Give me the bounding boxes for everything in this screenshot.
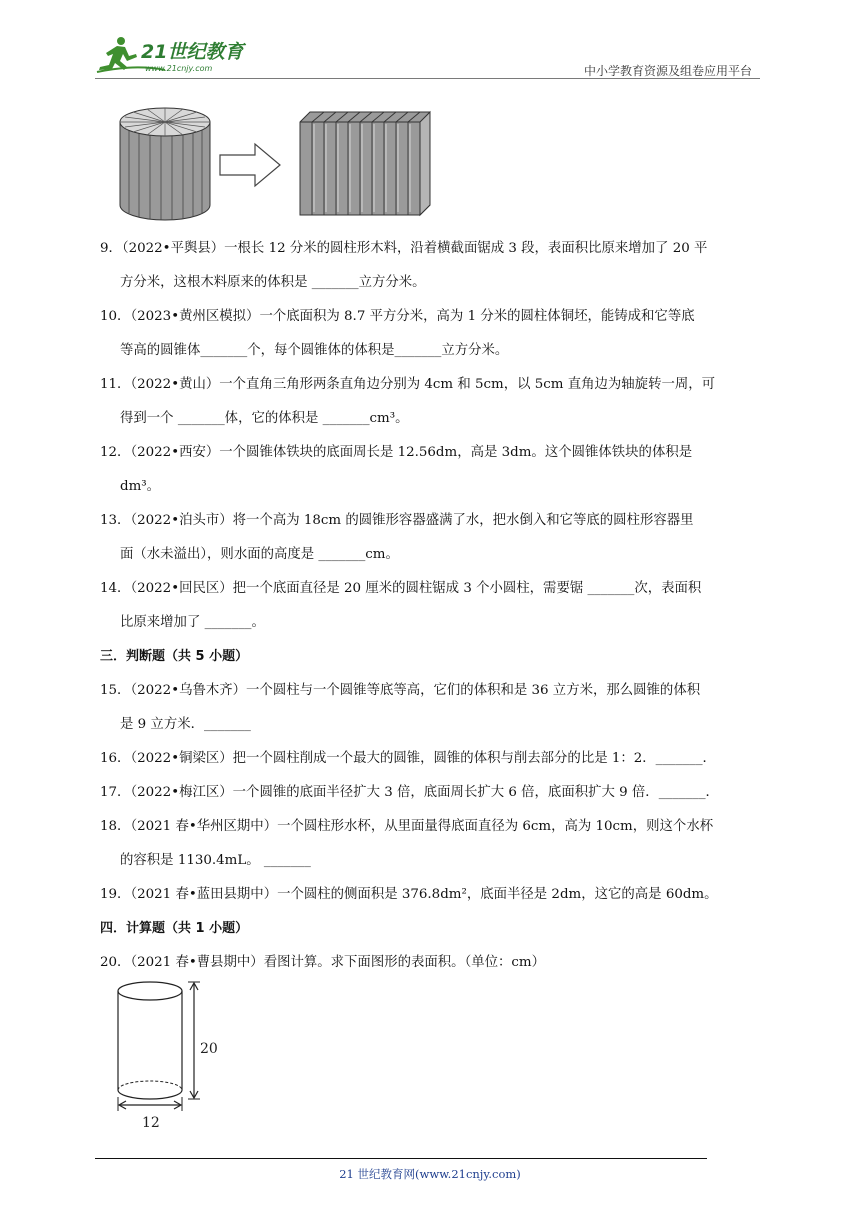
question-15-line-1: 15．（2022•乌鲁木齐）一个圆柱与一个圆锥等底等高，它们的体积和是 36 立方米，那么圆锥的体积 (100, 683, 701, 698)
question-12-line-2: dm³。 (120, 479, 161, 494)
question-20: 20．（2021 春•曹县期中）看图计算。求下面图形的表面积。（单位：cm） (100, 955, 546, 970)
question-13-line-1: 13．（2022•泊头市）将一个高为 18cm 的圆锥形容器盛满了水，把水倒入和它等底的圆柱形容器里 (100, 513, 694, 528)
question-15-line-2: 是 9 立方米．_______ (120, 717, 251, 732)
question-12-line-1: 12．（2022•西安）一个圆锥体铁块的底面周长是 12.56dm，高是 3dm。这个圆锥体铁块的体积是 (100, 445, 693, 460)
question-18-line-2: 的容积是 1130.4mL。 _______ (120, 853, 311, 868)
question-11-line-1: 11．（2022•黄山）一个直角三角形两条直角边分别为 4cm 和 5cm，以 5cm 直角边为轴旋转一周，可 (100, 377, 716, 392)
question-10-line-1: 10．（2023•黄州区模拟）一个底面积为 8.7 平方分米，高为 1 分米的圆柱体铜坯，能铸成和它等底 (100, 309, 695, 324)
question-14-line-2: 比原来增加了 _______。 (120, 615, 265, 630)
logo-title: 21世纪教育 (141, 41, 244, 63)
question-13-line-2: 面（水未溢出），则水面的高度是 _______cm。 (120, 547, 399, 562)
page-header (95, 30, 760, 80)
question-19: 19．（2021 春•蓝田县期中）一个圆柱的侧面积是 376.8dm²，底面半径是 2dm，这它的高是 60dm。 (100, 887, 718, 902)
height-label: 20 (200, 1041, 218, 1057)
logo-url: www.21cnjy.com (145, 64, 213, 73)
question-18-line-1: 18．（2021 春•华州区期中）一个圆柱形水杯，从里面量得底面直径为 6cm，高为 10cm，则这个水杯 (100, 819, 714, 834)
section-heading-judgment: 三．判断题（共 5 小题） (100, 649, 249, 664)
cylinder-rearrangement-figure (115, 100, 435, 225)
question-11-line-2: 得到一个 _______体，它的体积是 _______cm³。 (120, 411, 409, 426)
header-platform-name: 中小学教育资源及组卷应用平台 (583, 64, 752, 78)
question-9-line-1: 9．（2022•平舆县）一根长 12 分米的圆柱形木料，沿着横截面锯成 3 段，表面积比原来增加了 20 平 (100, 241, 708, 256)
site-logo (95, 34, 265, 74)
question-17: 17．（2022•梅江区）一个圆锥的底面半径扩大 3 倍，底面周长扩大 6 倍，底面积扩大 9 倍．_______． (100, 785, 719, 800)
cylinder-dimension-figure (110, 975, 230, 1135)
section-heading-calculation: 四．计算题（共 1 小题） (100, 921, 249, 936)
question-16: 16．（2022•铜梁区）把一个圆柱削成一个最大的圆锥，圆锥的体积与削去部分的比是 1：2．_______． (100, 751, 716, 766)
width-label: 12 (142, 1115, 160, 1131)
header-divider (95, 78, 760, 79)
footer-divider (95, 1158, 707, 1159)
question-14-line-1: 14．（2022•回民区）把一个底面直径是 20 厘米的圆柱锯成 3 个小圆柱，需要锯 _______次，表面积 (100, 581, 702, 596)
question-10-line-2: 等高的圆锥体_______个，每个圆锥体的体积是_______立方分米。 (120, 343, 509, 358)
footer-text: 21 世纪教育网(www.21cnjy.com) (339, 1167, 521, 1181)
question-9-line-2: 方分米，这根木料原来的体积是 _______立方分米。 (120, 275, 426, 290)
